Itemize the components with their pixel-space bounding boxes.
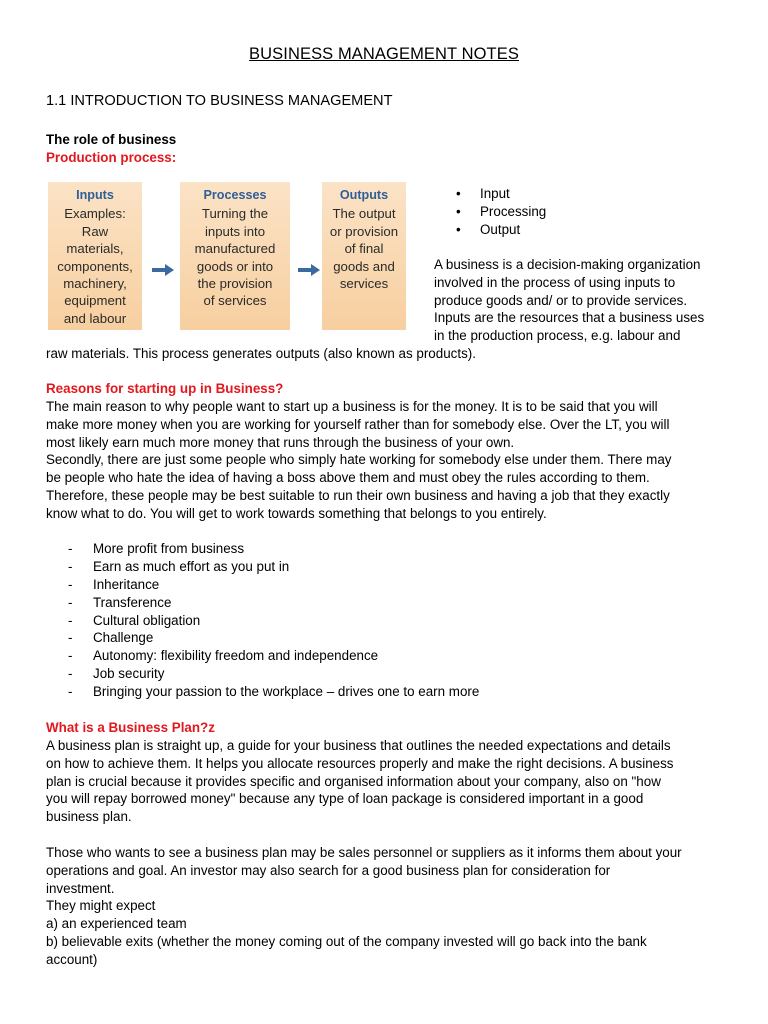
arrow-right-icon (152, 264, 174, 276)
text-line: plan is crucial because it provides specific and organised information about your company, also on "how (46, 773, 661, 789)
list-item (68, 629, 479, 647)
list-text: Earn as much effort as you put in (93, 558, 290, 574)
text-line: produce goods and/ or to provide services. (434, 292, 688, 308)
business-plan-paragraph (46, 737, 726, 826)
text-line: b) believable exits (whether the money coming out of the company invested will go back into the bank (46, 933, 647, 949)
text-line: A business plan is straight up, a guide for your business that outlines the needed expectations and details (46, 738, 671, 753)
dash-bullet: - (68, 630, 73, 646)
inputs-box (48, 182, 142, 330)
list-item (68, 683, 479, 701)
reasons-paragraph (46, 398, 726, 523)
text-line: Secondly, there are just some people who simply hate working for somebody else under them. There may (46, 452, 672, 468)
dash-bullet: - (68, 541, 73, 556)
dash-bullet: - (68, 576, 73, 592)
inputs-line: equipment (64, 293, 126, 309)
outputs-line: services (339, 276, 389, 292)
text-line: business plan. (46, 809, 132, 825)
text-line: Those who wants to see a business plan may be sales personnel or suppliers as it informs them about your (46, 845, 682, 860)
business-definition (434, 256, 726, 345)
list-text: Cultural obligation (93, 612, 201, 628)
text-line: account) (46, 951, 98, 967)
list-item (68, 576, 479, 594)
text-line: Therefore, these people may be best suitable to run their own business and having a job that they exactly (46, 487, 670, 503)
bullet-text: Input (480, 186, 510, 201)
processes-line: of services (203, 293, 267, 309)
text-line: in the production process, e.g. labour and (434, 328, 681, 344)
processes-box (180, 182, 290, 330)
text-line: Inputs are the resources that a business uses (434, 310, 705, 326)
document-title: BUSINESS MANAGEMENT NOTES (249, 45, 519, 63)
list-item (68, 540, 479, 558)
processes-heading: Processes (203, 188, 267, 202)
bullet-text: Output (480, 222, 521, 237)
text-line: The main reason to why people want to start up a business is for the money. It is to be said that you will (46, 399, 658, 414)
production-heading: Production process: (46, 150, 177, 165)
list-item (68, 612, 479, 630)
business-plan-heading: What is a Business Plan?z (46, 720, 215, 735)
list-item (68, 665, 479, 683)
inputs-line: components, (57, 258, 133, 274)
dash-bullet: - (68, 666, 73, 682)
role-heading: The role of business (46, 132, 177, 147)
reasons-heading: Reasons for starting up in Business? (46, 381, 284, 396)
inputs-line: and labour (63, 310, 127, 326)
processes-line: inputs into (204, 223, 266, 239)
text-line: A business is a decision-making organization (434, 257, 701, 272)
text-line: be people who hate the idea of having a boss above them and must obey the rules according to them. (46, 470, 650, 486)
text-line: investment. (46, 880, 115, 896)
bullet-text: Processing (480, 204, 547, 219)
list-text: Inheritance (93, 576, 160, 592)
text-line: They might expect (46, 898, 156, 914)
list-item (68, 558, 479, 576)
processes-line: Turning the (201, 206, 269, 222)
bullet-icon: • (456, 204, 461, 219)
list-text: Challenge (93, 630, 154, 646)
inputs-line: materials, (66, 241, 124, 257)
list-text: Job security (93, 666, 165, 682)
text-line: most likely earn much more money that runs through the business of your own. (46, 434, 515, 450)
outputs-line: or provision (329, 223, 399, 239)
text-line: you will repay borrowed money" because any type of loan package is considered important in a good (46, 791, 644, 807)
section-heading: 1.1 INTRODUCTION TO BUSINESS MANAGEMENT (46, 93, 393, 109)
list-item (456, 203, 546, 221)
outputs-box (322, 182, 406, 330)
text-line: make more money when you are working for yourself rather than for somebody else. Over the LT, you will (46, 416, 670, 432)
bullet-icon: • (456, 222, 461, 237)
dash-bullet: - (68, 648, 73, 664)
text-line: a) an experienced team (46, 916, 187, 932)
list-item (68, 594, 479, 612)
list-item (456, 221, 546, 239)
list-text: Autonomy: flexibility freedom and independence (93, 648, 379, 664)
inputs-line: Examples: (64, 206, 126, 222)
process-bullet-list (456, 185, 546, 239)
text-line: operations and goal. An investor may also search for a good business plan for consideration for (46, 862, 611, 878)
list-item (456, 185, 546, 203)
processes-line: goods or into (196, 258, 274, 274)
outputs-line: goods and (333, 258, 395, 274)
arrow-right-icon (298, 264, 320, 276)
processes-line: the provision (197, 276, 273, 292)
dash-bullet: - (68, 684, 73, 700)
list-text: More profit from business (93, 541, 245, 556)
reasons-list (68, 540, 479, 701)
list-text: Transference (93, 594, 172, 610)
dash-bullet: - (68, 612, 73, 628)
inputs-line: machinery, (63, 276, 127, 292)
outputs-heading: Outputs (339, 188, 389, 202)
outputs-line: The output (332, 206, 396, 222)
business-plan-audience-paragraph (46, 844, 726, 969)
outputs-line: of final (344, 241, 384, 257)
definition-continuation: raw materials. This process generates outputs (also known as products). (46, 346, 476, 361)
text-line: involved in the process of using inputs to (434, 274, 676, 290)
inputs-heading: Inputs (76, 188, 114, 202)
processes-line: manufactured (194, 241, 276, 257)
text-line: know what to do. You will get to work towards something that belongs to you entirely. (46, 505, 547, 521)
production-process-diagram (48, 182, 406, 330)
list-text: Bringing your passion to the workplace – drives one to earn more (93, 684, 480, 700)
dash-bullet: - (68, 558, 73, 574)
text-line: on how to achieve them. It helps you allocate resources properly and make the right decisions. A business (46, 755, 674, 771)
inputs-line: Raw (81, 223, 109, 239)
bullet-icon: • (456, 186, 461, 201)
dash-bullet: - (68, 594, 73, 610)
list-item (68, 647, 479, 665)
